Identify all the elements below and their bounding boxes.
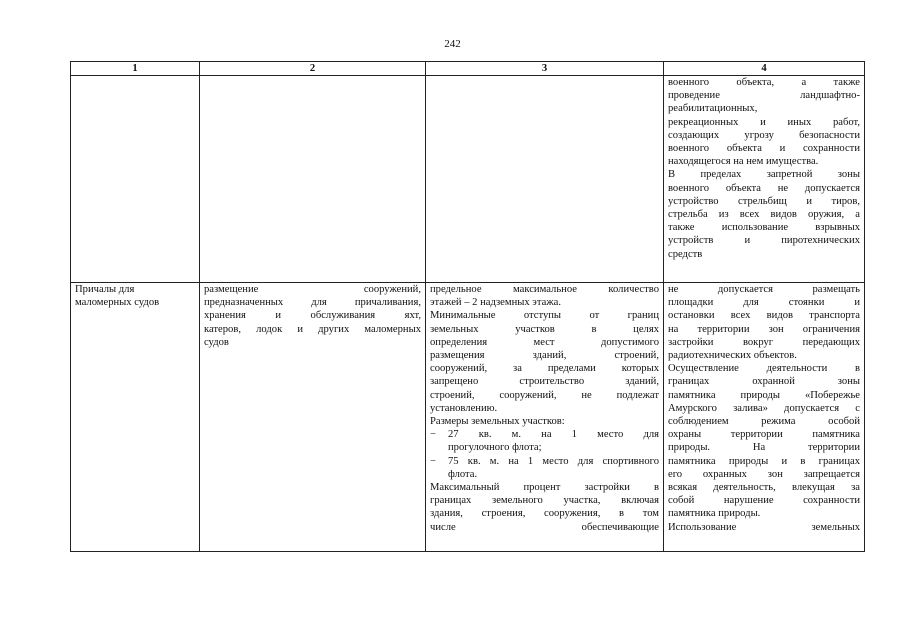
text-line: предназначенных для причаливания, [204,297,421,309]
text-line: Использование земельных [668,521,860,533]
column-header-3: 3 [426,62,664,76]
text-line: 27 кв. м. на 1 место для [448,429,659,441]
text-line: стрельба из всех видов оружия, а [668,209,860,221]
text-line: площадки для стоянки и [668,297,860,309]
text-line: сооружений, за пределами которых [430,363,659,375]
table-header-row [71,62,865,76]
text-line: создающих угрозу безопасности [668,129,860,141]
column-header-4: 4 [664,62,865,76]
cell-restrictions [664,76,865,283]
text-line: памятника природы. [668,508,761,520]
text-line: всякая деятельность, влекущая за [668,482,860,494]
list-dash: − [430,429,436,441]
text-line: на территории зон ограничения [668,323,860,335]
list-item [430,428,659,454]
text-line: размещения зданий, строений, [430,350,659,362]
text-line: находящегося на нем имущества. [668,156,819,168]
column-header-1: 1 [71,62,200,76]
text-line: собой нарушение сохранности [668,495,860,507]
list-item [430,455,659,481]
text-line: прогулочного флота; [448,442,542,454]
text-line: определения мест допустимого [430,336,659,348]
text-line: строений, сооружений, не подлежат [430,389,659,401]
text-line: военного объекта, а также [668,77,860,88]
text-line: военного объекта и сохранности [668,143,860,155]
cell-description [200,283,426,552]
text-line: Максимальный процент застройки в [430,482,659,494]
text-line: катеров, лодок и других маломерных [204,323,421,335]
text-line: 75 кв. м. на 1 место для спортивного [448,455,659,467]
text-line: числе обеспечивающие [430,521,659,533]
cell-parameters [426,76,664,283]
text-line: природы. На территории [668,442,860,454]
text-line: средств [668,248,703,260]
text-line: этажей – 2 надземных этажа. [430,297,561,309]
text-line: хранения и обслуживания яхт, [204,310,421,322]
text-line: предельное максимальное количество [430,284,659,295]
text-line: границах охранной зоны [668,376,860,388]
text-line: Причалы для [75,284,135,295]
text-line: остановки всех видов транспорта [668,310,860,322]
cell-parameters [426,283,664,552]
text-line: В пределах запретной зоны [668,169,860,181]
page-number: 242 [444,38,461,50]
text-line: судов [204,336,229,348]
text-line: маломерных судов [75,297,160,309]
text-line: не допускается размещать [668,284,860,295]
regulations-table [70,61,865,552]
text-line: соблюдением режима особой [668,416,860,428]
text-line: его охранных зон запрещается [668,468,860,480]
text-line: флота. [448,468,478,480]
cell-land-use-type [71,76,200,283]
text-line: устройство стрельбищ и тиров, [668,195,860,207]
text-line: Минимальные отступы от границ [430,310,659,322]
text-line: установлению. [430,402,498,414]
list-dash: − [430,455,436,467]
column-header-2: 2 [200,62,426,76]
text-line: охраны территории памятника [668,429,860,441]
text-line: Амурского залива» допускается с [668,402,860,414]
table-row [71,283,865,552]
text-line: размещение сооружений, [204,284,421,295]
text-line: Осуществление деятельности в [668,363,860,375]
text-line: реабилитационных, [668,103,758,115]
text-line: памятника природы и в границах [668,455,860,467]
text-line: запрещено строительство зданий, [430,376,659,388]
cell-description [200,76,426,283]
text-line: устройств и пиротехнических [668,235,860,247]
text-line: также использование взрывных [668,222,860,234]
text-line: земельных участков в целях [430,323,659,335]
table-row [71,76,865,283]
cell-restrictions [664,283,865,552]
text-line: здания, строения, сооружения, в том [430,508,659,520]
text-line: радиотехнических объектов. [668,350,797,362]
text-line: застройки вокруг передающих [668,336,860,348]
cell-land-use-type [71,283,200,552]
text-line: Размеры земельных участков: [430,416,565,428]
text-line: рекреационных и иных работ, [668,116,860,128]
text-line: военного объекта не допускается [668,182,860,194]
text-line: проведение ландшафтно- [668,90,860,102]
text-line: границах земельного участка, включая [430,495,659,507]
text-line: памятника природы «Побережье [668,389,860,401]
